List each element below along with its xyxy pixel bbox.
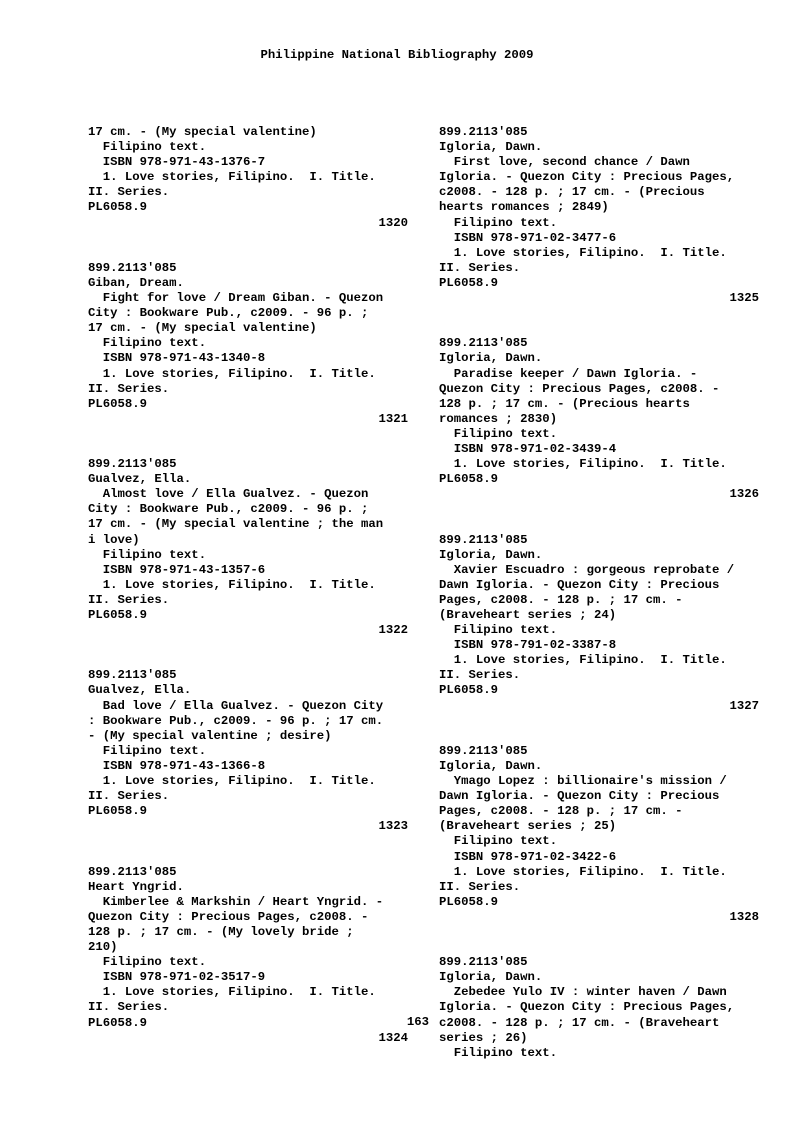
entry-line: - (My special valentine ; desire) bbox=[88, 728, 332, 743]
entry-line: Igloria, Dawn. bbox=[439, 547, 543, 562]
entry-spacer bbox=[88, 427, 408, 457]
entry-number: 1325 bbox=[729, 291, 759, 306]
entry-line: Filipino text. bbox=[88, 955, 207, 970]
entry-number: 1321 bbox=[378, 411, 408, 426]
entry-line: First love, second chance / Dawn bbox=[439, 155, 690, 170]
entry-line: Filipino text. bbox=[439, 426, 558, 441]
entry-line: Giban, Dream. bbox=[88, 275, 184, 290]
entry-line: Dawn Igloria. - Quezon City : Precious bbox=[439, 789, 720, 804]
entry-line: Igloria, Dawn. bbox=[439, 758, 543, 773]
entry-line: Filipino text. bbox=[439, 623, 558, 638]
bib-entry bbox=[88, 457, 408, 638]
entry-spacer bbox=[439, 714, 759, 744]
entry-line: Igloria, Dawn. bbox=[439, 970, 543, 985]
entry-line: Filipino text. bbox=[439, 215, 558, 230]
entry-line: 1. Love stories, Filipino. I. Title. bbox=[439, 864, 727, 879]
entry-line: 899.2113'085 bbox=[439, 532, 528, 547]
entry-number: 1326 bbox=[729, 487, 759, 502]
entry-line: ISBN 978-791-02-3387-8 bbox=[439, 638, 617, 653]
bib-entry bbox=[88, 668, 408, 834]
entry-line: (Braveheart series ; 24) bbox=[439, 608, 617, 622]
bib-entry bbox=[439, 533, 759, 714]
entry-line: : Bookware Pub., c2009. - 96 p. ; 17 cm. bbox=[88, 713, 384, 728]
entry-line: ISBN 978-971-02-3422-6 bbox=[439, 849, 617, 864]
entry-line: City : Bookware Pub., c2009. - 96 p. ; bbox=[88, 502, 369, 517]
entry-line: Paradise keeper / Dawn Igloria. - bbox=[439, 366, 698, 381]
entry-line: Heart Yngrid. bbox=[88, 879, 184, 894]
entry-line: ISBN 978-971-43-1340-8 bbox=[88, 351, 266, 366]
entry-line: 1. Love stories, Filipino. I. Title. bbox=[88, 170, 376, 185]
entry-line: 899.2113'085 bbox=[439, 955, 528, 970]
entry-line: Filipino text. bbox=[88, 743, 207, 758]
entry-line: Xavier Escuadro : gorgeous reprobate / bbox=[439, 562, 735, 577]
entry-line: series ; 26) bbox=[439, 1030, 528, 1045]
entry-line: c2008. - 128 p. ; 17 cm. - (Braveheart bbox=[439, 1015, 720, 1030]
entry-line: 1. Love stories, Filipino. I. Title. bbox=[439, 457, 727, 472]
entry-line: hearts romances ; 2849) bbox=[439, 200, 609, 215]
entry-line: Filipino text. bbox=[88, 547, 207, 562]
entry-line: 899.2113'085 bbox=[88, 668, 177, 683]
entry-line: II. Series. bbox=[439, 879, 521, 894]
entry-spacer bbox=[88, 638, 408, 668]
entry-line: ISBN 978-971-43-1376-7 bbox=[88, 155, 266, 170]
entry-line: 899.2113'085 bbox=[88, 864, 177, 879]
entry-line: Kimberlee & Markshin / Heart Yngrid. - bbox=[88, 894, 384, 909]
entry-spacer bbox=[439, 306, 759, 336]
entry-line: Filipino text. bbox=[439, 1045, 558, 1060]
entry-number: 1322 bbox=[378, 623, 408, 638]
bib-entry bbox=[439, 955, 759, 1061]
entry-line: Igloria, Dawn. bbox=[439, 351, 543, 366]
entry-line: City : Bookware Pub., c2009. - 96 p. ; bbox=[88, 306, 369, 321]
entry-line: Almost love / Ella Gualvez. - Quezon bbox=[88, 487, 369, 502]
entry-line: 899.2113'085 bbox=[439, 743, 528, 758]
entry-line: 210) bbox=[88, 940, 118, 955]
entry-line: Pages, c2008. - 128 p. ; 17 cm. - bbox=[439, 804, 683, 819]
entry-line: 899.2113'085 bbox=[88, 457, 177, 472]
entry-line: Igloria. - Quezon City : Precious Pages, bbox=[439, 1000, 735, 1015]
entry-line: ISBN 978-971-43-1366-8 bbox=[88, 758, 266, 773]
entry-line: II. Series. bbox=[88, 381, 170, 396]
entry-line: PL6058.9 bbox=[88, 608, 148, 622]
entry-line: ISBN 978-971-02-3517-9 bbox=[88, 970, 266, 985]
entry-line: 128 p. ; 17 cm. - (My lovely bride ; bbox=[88, 924, 354, 939]
entry-line: Filipino text. bbox=[439, 834, 558, 849]
entry-line: PL6058.9 bbox=[439, 683, 499, 698]
entry-number: 1323 bbox=[378, 819, 408, 834]
entry-line: II. Series. bbox=[88, 789, 170, 804]
entry-line: 17 cm. - (My special valentine ; the man bbox=[88, 517, 384, 532]
entry-line: 1. Love stories, Filipino. I. Title. bbox=[439, 245, 727, 260]
entry-line: PL6058.9 bbox=[88, 200, 148, 215]
bib-entry bbox=[439, 336, 759, 502]
entry-line: Gualvez, Ella. bbox=[88, 683, 192, 698]
entry-line: Gualvez, Ella. bbox=[88, 472, 192, 487]
entry-number: 1320 bbox=[378, 215, 408, 230]
entry-line: Dawn Igloria. - Quezon City : Precious bbox=[439, 577, 720, 592]
entry-line: romances ; 2830) bbox=[439, 411, 558, 426]
entry-line: c2008. - 128 p. ; 17 cm. - (Precious bbox=[439, 185, 705, 200]
entry-line: II. Series. bbox=[88, 185, 170, 200]
entry-line: Quezon City : Precious Pages, c2008. - bbox=[88, 909, 369, 924]
entry-line: Bad love / Ella Gualvez. - Quezon City bbox=[88, 698, 384, 713]
entry-line: 899.2113'085 bbox=[439, 125, 528, 139]
entry-line: II. Series. bbox=[439, 668, 521, 683]
entry-number: 1324 bbox=[378, 1030, 408, 1045]
entry-line: 128 p. ; 17 cm. - (Precious hearts bbox=[439, 396, 690, 411]
bib-entry bbox=[439, 125, 759, 306]
left-column bbox=[88, 125, 408, 1046]
bib-entry bbox=[88, 261, 408, 427]
entry-line: (Braveheart series ; 25) bbox=[439, 819, 617, 834]
entry-line: PL6058.9 bbox=[88, 1015, 148, 1030]
entry-line: PL6058.9 bbox=[439, 275, 499, 290]
entry-line: Filipino text. bbox=[88, 140, 207, 155]
entry-line: Igloria, Dawn. bbox=[439, 140, 543, 155]
entry-spacer bbox=[439, 925, 759, 955]
entry-line: ISBN 978-971-02-3477-6 bbox=[439, 230, 617, 245]
entry-number: 1327 bbox=[729, 698, 759, 713]
entry-line: Quezon City : Precious Pages, c2008. - bbox=[439, 381, 720, 396]
entry-line: II. Series. bbox=[439, 260, 521, 275]
bib-entry bbox=[88, 125, 408, 231]
entry-line: Ymago Lopez : billionaire's mission / bbox=[439, 774, 727, 789]
entry-line: 1. Love stories, Filipino. I. Title. bbox=[439, 653, 727, 668]
entry-line: 1. Love stories, Filipino. I. Title. bbox=[88, 774, 376, 789]
entry-line: Igloria. - Quezon City : Precious Pages, bbox=[439, 170, 735, 185]
entry-line: PL6058.9 bbox=[88, 396, 148, 411]
entry-line: 1. Love stories, Filipino. I. Title. bbox=[88, 577, 376, 592]
entry-line: II. Series. bbox=[88, 592, 170, 607]
entry-line: PL6058.9 bbox=[439, 472, 499, 487]
entry-line: 17 cm. - (My special valentine) bbox=[88, 321, 317, 336]
entry-line: i love) bbox=[88, 532, 140, 547]
entry-line: Fight for love / Dream Giban. - Quezon bbox=[88, 291, 384, 306]
entry-line: 17 cm. - (My special valentine) bbox=[88, 125, 317, 139]
right-column bbox=[439, 125, 759, 1061]
entry-line: 1. Love stories, Filipino. I. Title. bbox=[88, 985, 376, 1000]
entry-spacer bbox=[88, 231, 408, 261]
entry-line: II. Series. bbox=[88, 1000, 170, 1015]
entry-line: Zebedee Yulo IV : winter haven / Dawn bbox=[439, 985, 727, 1000]
page-header: Philippine National Bibliography 2009 bbox=[260, 48, 534, 62]
entry-spacer bbox=[88, 834, 408, 864]
entry-line: ISBN 978-971-43-1357-6 bbox=[88, 562, 266, 577]
entry-line: 1. Love stories, Filipino. I. Title. bbox=[88, 366, 376, 381]
page-number: 163 bbox=[406, 1015, 430, 1029]
bib-entry bbox=[439, 744, 759, 925]
entry-line: PL6058.9 bbox=[88, 804, 148, 819]
entry-line: ISBN 978-971-02-3439-4 bbox=[439, 441, 617, 456]
entry-number: 1328 bbox=[729, 909, 759, 924]
entry-line: 899.2113'085 bbox=[88, 260, 177, 275]
entry-spacer bbox=[439, 502, 759, 532]
entry-line: PL6058.9 bbox=[439, 894, 499, 909]
entry-line: 899.2113'085 bbox=[439, 336, 528, 351]
entry-line: Filipino text. bbox=[88, 336, 207, 351]
entry-line: Pages, c2008. - 128 p. ; 17 cm. - bbox=[439, 592, 683, 607]
